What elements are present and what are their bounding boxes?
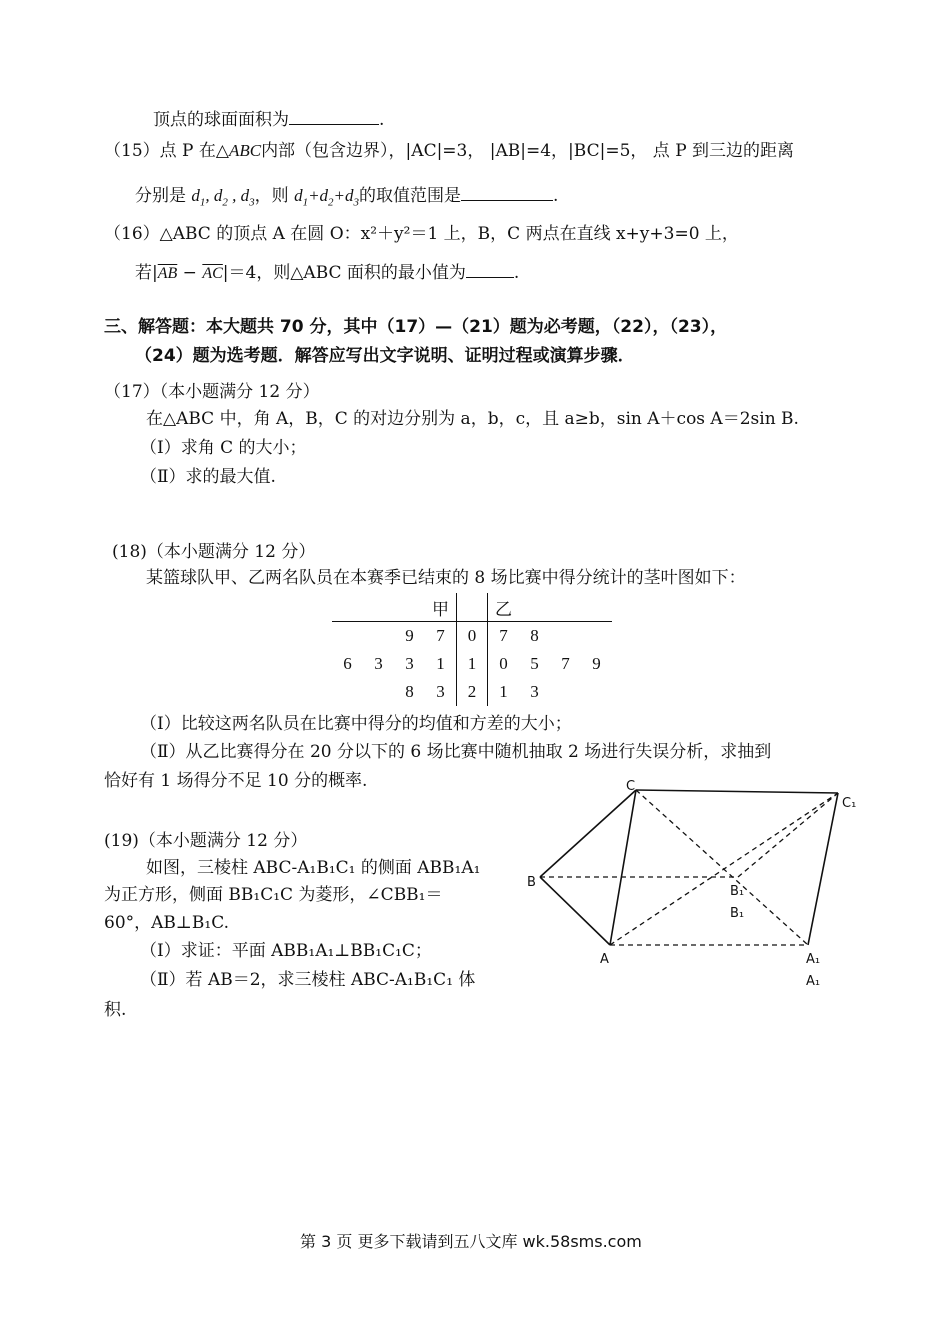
q15-triangle: ABC [228, 141, 262, 160]
leaf-right: 8 [530, 626, 539, 645]
edge-c1a1 [808, 793, 838, 945]
diagonal-ac1 [610, 793, 838, 945]
leaf-right [550, 678, 581, 706]
q16-line1: （16）△ABC 的顶点 A 在圆 O：x²＋y²＝1 上，B，C 两点在直线 x+y+3=0 上， [104, 224, 739, 244]
label-b1: B₁ [730, 884, 745, 899]
q15-line2 [135, 184, 558, 213]
q16-end: . [513, 263, 520, 283]
leaf-right: 1 [499, 682, 508, 701]
stem-value: 2 [457, 678, 488, 706]
leaf-right: 3 [530, 682, 539, 701]
edge-cc1 [636, 790, 838, 793]
diagonal-ca1 [636, 790, 808, 945]
q19-part1: （Ⅰ）求证：平面 ABB₁A₁⊥BB₁C₁C； [140, 941, 432, 961]
leaf-left [332, 678, 363, 706]
leaf-left: 3 [436, 682, 445, 701]
q15-sum: $d_1+d_2+d_3$ [294, 186, 360, 209]
q15-line2-b: ，则 [254, 186, 295, 206]
q16-answer-blank [466, 261, 514, 278]
q17-part1: （Ⅰ）求角 C 的大小； [140, 438, 307, 458]
q15-d-values: $d_1$, $d_2$ , $d_3$ [191, 186, 255, 209]
label-c1: C₁ [842, 796, 857, 811]
q19-title: (19)（本小题满分 12 分） [104, 831, 308, 851]
label-a1: A₁ [806, 952, 821, 967]
q15-line1 [104, 140, 794, 162]
q19-line1: 如图，三棱柱 ABC-A₁B₁C₁ 的侧面 ABB₁A₁ [146, 858, 481, 878]
q18-part2: （Ⅱ）从乙比赛得分在 20 分以下的 6 场比赛中随机抽取 2 场进行失误分析，求抽到 [140, 742, 772, 762]
q19-part2: （Ⅱ）若 AB＝2，求三棱柱 ABC-A₁B₁C₁ 体 [140, 970, 476, 990]
stem-leaf-row [332, 622, 612, 651]
q19-line2: 为正方形，侧面 BB₁C₁C 为菱形，∠CBB₁＝ [104, 885, 443, 905]
leaf-left: 6 [343, 654, 352, 673]
leaf-left [363, 622, 394, 651]
q16-line2 [135, 261, 519, 285]
leaf-right [581, 622, 612, 651]
stem-leaf-header-left: 甲 [425, 593, 457, 622]
q14-tail-text: 顶点的球面面积为 [153, 110, 289, 130]
q14-answer-blank [289, 108, 379, 125]
leaf-right [581, 678, 612, 706]
stem-leaf-row [332, 678, 612, 706]
leaf-right: 7 [561, 654, 570, 673]
q16-line2-b: |＝4，则△ABC 面积的最小值为 [222, 263, 466, 283]
q18-title: (18)（本小题满分 12 分） [112, 542, 316, 562]
stem-value: 0 [457, 622, 488, 651]
edge-b1c1-hidden [738, 793, 838, 877]
leaf-right: 5 [530, 654, 539, 673]
leaf-left: 9 [405, 626, 414, 645]
leaf-left [363, 678, 394, 706]
q17-part2: （Ⅱ）求的最大值. [140, 467, 276, 487]
q14-tail [153, 108, 384, 131]
leaf-left [332, 622, 363, 651]
vector-ab: $\overline{AB}$ [157, 265, 178, 282]
q16-minus: − [177, 263, 203, 283]
q15-answer-blank [461, 184, 553, 201]
page-footer: 第 3 页 更多下载请到五八文库 wk.58sms.com [300, 1232, 642, 1251]
stem-leaf-row [332, 650, 612, 678]
q18-intro: 某篮球队甲、乙两名队员在本赛季已结束的 8 场比赛中得分统计的茎叶图如下： [146, 568, 746, 588]
q19-part2-cont: 积. [104, 1000, 127, 1020]
leaf-left: 3 [374, 654, 383, 673]
label-a1-dup: A₁ [806, 974, 821, 989]
q14-end: . [379, 110, 385, 130]
q15-line2-c: 的取值范围是 [359, 186, 462, 206]
q16-line2-a: 若| [135, 263, 158, 283]
leaf-left: 8 [405, 682, 414, 701]
leaf-left: 7 [436, 626, 445, 645]
q18-part2-cont: 恰好有 1 场得分不足 10 分的概率. [104, 771, 368, 791]
edge-cb [540, 790, 636, 877]
q17-statement: 在△ABC 中，角 A，B，C 的对边分别为 a，b，c，且 a≥b，sin A＋cos A＝2sin B. [146, 409, 799, 429]
leaf-left: 1 [436, 654, 445, 673]
q18-part1: （Ⅰ）比较这两名队员在比赛中得分的均值和方差的大小； [140, 714, 572, 734]
leaf-right: 0 [499, 654, 508, 673]
q19-line3: 60°，AB⊥B₁C. [104, 913, 230, 933]
q15-text: 内部（包含边界），|AC|=3， |AB|=4，|BC|=5， 点 P 到三边的距离 [261, 141, 795, 161]
label-b1-dup: B₁ [730, 906, 745, 921]
leaf-right: 7 [499, 626, 508, 645]
q15-prefix: （15）点 P 在△ [104, 141, 229, 161]
leaf-right: 9 [592, 654, 601, 673]
q17-title: （17）（本小题满分 12 分） [104, 382, 320, 402]
label-a: A [600, 952, 609, 967]
vector-ac: $\overline{AC}$ [202, 265, 223, 282]
stem-leaf-header-right: 乙 [488, 593, 520, 622]
prism-figure [520, 775, 860, 995]
stem-leaf-plot [332, 593, 612, 706]
stem-value: 1 [457, 650, 488, 678]
edge-ba [540, 877, 610, 945]
section3-heading-cont: （24）题为选考题．解答应写出文字说明、证明过程或演算步骤． [135, 346, 635, 366]
edge-ca [610, 790, 636, 945]
label-b: B [527, 875, 536, 890]
q15-line2-a: 分别是 [135, 186, 192, 206]
q15-end: . [553, 186, 559, 206]
label-c: C [626, 779, 636, 794]
section3-heading: 三、解答题：本大题共 70 分，其中（17）—（21）题为必考题，（22），（23）， [104, 317, 728, 337]
leaf-left: 3 [405, 654, 414, 673]
leaf-right [550, 622, 581, 651]
